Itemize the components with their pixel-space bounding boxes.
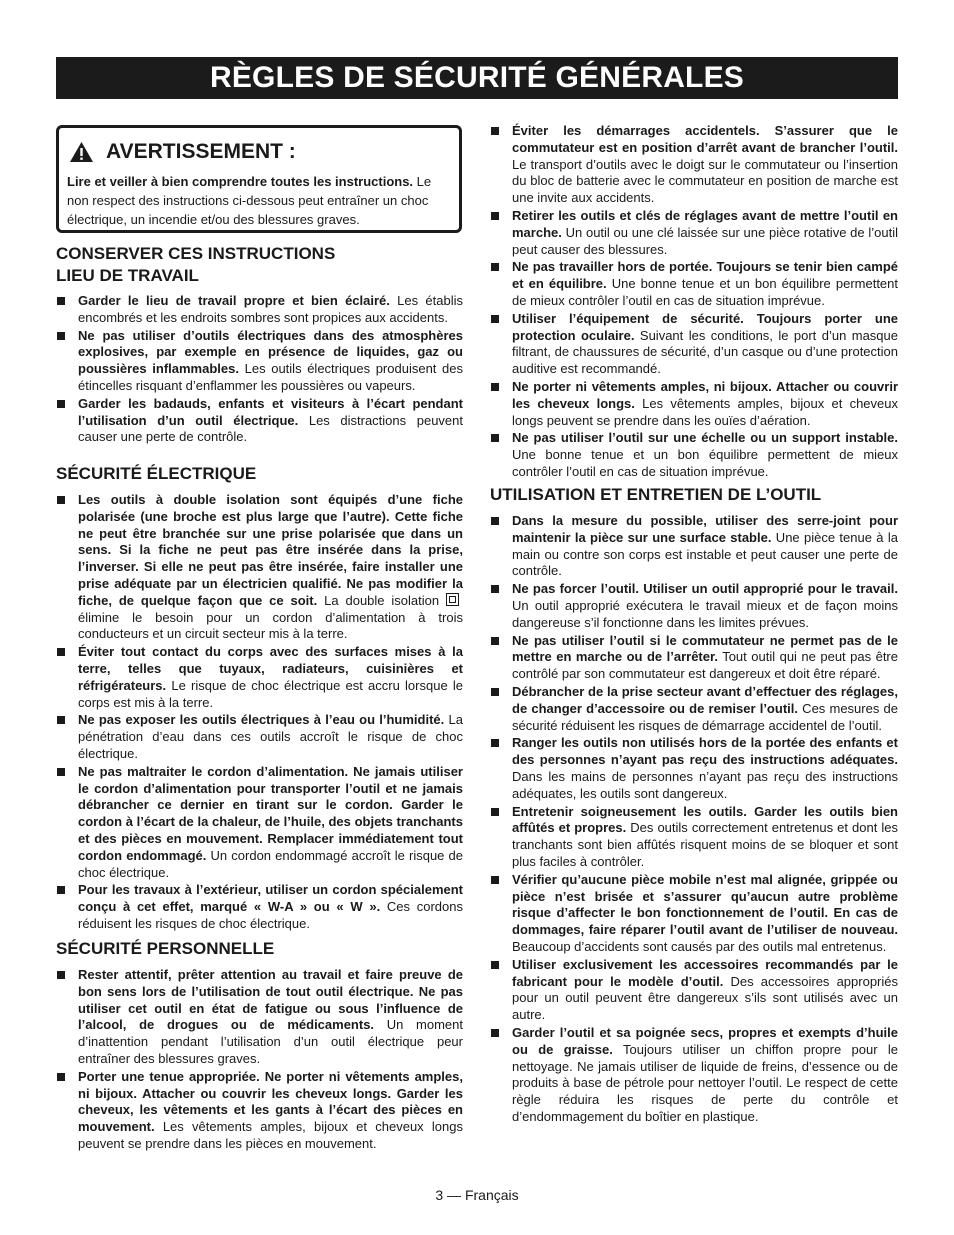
list-item: Garder le lieu de travail propre et bien éclairé. Les établis encombrés et les endroits sombres sont propices aux accidents.	[56, 293, 463, 327]
section-utilisation-entretien	[490, 484, 898, 1127]
list-item: Pour les travaux à l’extérieur, utiliser un cordon spécialement conçu à cet effet, marqué « W-A » ou « W ». Ces cordons réduisent les risques de choc électrique.	[56, 882, 463, 932]
warning-box	[56, 125, 462, 233]
heading-securite-electrique: SÉCURITÉ ÉLECTRIQUE	[56, 464, 257, 483]
list-item: Débrancher de la prise secteur avant d’effectuer des réglages, de changer d’accessoire ou de remiser l’outil. Ces mesures de sécurité réduisent les risques de démarrage accidentel de l’outil.	[490, 684, 898, 734]
list-lieu-de-travail	[56, 293, 463, 446]
list-securite-personnelle	[56, 967, 463, 1153]
list-item: Les outils à double isolation sont équipés d’une fiche polarisée (une broche est plus large que l’autre). Cette fiche ne peut être branchée sur une prise polarisée que dans un sens. Si la fiche ne peut pas être insérée dans la prise, l’inverser. Si elle ne peut pas être insérée, faire installer une prise adéquate par un électricien qualifié. Ne pas modifier la fiche, de quelque façon que ce soit. La double isolation élimine le besoin pour un cordon d’alimentation à trois conducteurs et un circuit secteur mis à la terre.	[56, 492, 463, 643]
double-insulation-icon	[446, 593, 459, 606]
page-title-banner: RÈGLES DE SÉCURITÉ GÉNÉRALES	[56, 57, 898, 99]
list-item: Éviter tout contact du corps avec des surfaces mises à la terre, telles que tuyaux, radiateurs, cuisinières et réfrigérateurs. Le risque de choc électrique est accru lorsque le corps est mis à la terre.	[56, 644, 463, 711]
list-item: Utiliser l’équipement de sécurité. Toujours porter une protection oculaire. Suivant les conditions, le port d’un masque filtrant, de chaussures de sécurité, d’un casque ou d’une protection auditive est recommandé.	[490, 311, 898, 378]
heading-conserver: CONSERVER CES INSTRUCTIONS	[56, 244, 336, 263]
list-item: Ranger les outils non utilisés hors de la portée des enfants et des personnes n’ayant pas reçu des instructions adéquates. Dans les mains de personnes n’ayant pas reçu des instructions adéquates, les outils sont dangereux.	[490, 735, 898, 802]
list-item: Garder l’outil et sa poignée secs, propres et exempts d’huile ou de graisse. Toujours utiliser un chiffon propre pour le nettoyage. Ne jamais utiliser de liquide de freins, d’essence ou de produits à base de pétrole pour nettoyer l’outil. Le respect de cette règle réduira les risques de perte du contrôle et d’endommagement du boîtier en plastique.	[490, 1025, 898, 1126]
list-item: Porter une tenue appropriée. Ne porter ni vêtements amples, ni bijoux. Attacher ou couvrir les cheveux longs. Garder les cheveux, les vêtements et les gants à l’écart des pièces en mouvement. Les vêtements amples, bijoux et cheveux longs peuvent se prendre dans les pièces en mouvement.	[56, 1069, 463, 1153]
section-securite-electrique	[56, 463, 463, 934]
list-item: Ne porter ni vêtements amples, ni bijoux. Attacher ou couvrir les cheveux longs. Les vêtements amples, bijoux et cheveux longs peuvent se prendre dans les ouïes d’aération.	[490, 379, 898, 429]
warning-triangle-icon	[69, 141, 94, 163]
warning-header	[69, 138, 296, 166]
list-right-top	[490, 123, 898, 481]
list-item: Ne pas utiliser d’outils électriques dans des atmosphères explosives, par exemple en présence de liquides, gaz ou poussières inflammables. Les outils électriques produisent des étincelles risquant d’enflammer les poussières ou vapeurs.	[56, 328, 463, 395]
list-utilisation-entretien	[490, 513, 898, 1126]
list-securite-electrique	[56, 492, 463, 933]
heading-utilisation-entretien: UTILISATION ET ENTRETIEN DE L’OUTIL	[490, 485, 822, 504]
section-securite-personnelle	[56, 938, 463, 1154]
section-right-top	[490, 123, 898, 482]
list-item: Rester attentif, prêter attention au travail et faire preuve de bon sens lors de l’utilisation de tout outil électrique. Ne pas utiliser cet outil en état de fatigue ou sous l’influence de l’alcool, de drogues ou de médicaments. Un moment d’inattention pendant l’utilisation d’un outil électrique peur entraîner des blessures graves.	[56, 967, 463, 1068]
list-item: Ne pas maltraiter le cordon d’alimentation. Ne jamais utiliser le cordon d’alimentation pour transporter l’outil et ne jamais débrancher ce dernier en tirant sur le cordon. Garder le cordon à l’écart de la chaleur, de l’huile, des objets tranchants et des pièces en mouvement. Remplacer immédiatement tout cordon endommagé. Un cordon endommagé accroît le risque de choc électrique.	[56, 764, 463, 882]
list-item: Ne pas exposer les outils électriques à l’eau ou l’humidité. La pénétration d’eau dans ces outils accroît le risque de choc électrique.	[56, 712, 463, 762]
list-item: Dans la mesure du possible, utiliser des serre-joint pour maintenir la pièce sur une surface stable. Une pièce tenue à la main ou contre son corps est instable et peut causer une perte de contrôle.	[490, 513, 898, 580]
list-item: Vérifier qu’aucune pièce mobile n’est mal alignée, grippée ou pièce n’est brisée et s’assurer qu’aucun autre problème risque d’affecter le bon fonctionnement de l’outil. En cas de dommages, faire réparer l’outil avant de l’utiliser de nouveau. Beaucoup d’accidents sont causés par des outils mal entretenus.	[490, 872, 898, 956]
list-item: Ne pas forcer l’outil. Utiliser un outil approprié pour le travail. Un outil approprié exécutera le travail mieux et de façon moins dangereuse s’il fonctionne dans les limites prévues.	[490, 581, 898, 631]
list-item: Ne pas travailler hors de portée. Toujours se tenir bien campé et en équilibre. Une bonne tenue et un bon équilibre permettent de mieux contrôler l’outil en cas de situation imprévue.	[490, 259, 898, 309]
list-item: Ne pas utiliser l’outil sur une échelle ou un support instable. Une bonne tenue et un bon équilibre permettent de mieux contrôler l’outil en cas de situation imprévue.	[490, 430, 898, 480]
warning-text	[67, 172, 455, 229]
list-item: Utiliser exclusivement les accessoires recommandés par le fabricant pour le modèle d’outil. Des accessoires appropriés pour un outil peuvent être dangereux s’ils sont utilisés avec un autre.	[490, 957, 898, 1024]
list-item: Entretenir soigneusement les outils. Garder les outils bien affûtés et propres. Des outils correctement entretenus et dont les tranchants sont bien affûtés risquent moins de se bloquer et sont plus faciles à contrôler.	[490, 804, 898, 871]
list-item: Ne pas utiliser l’outil si le commutateur ne permet pas de le mettre en marche ou de l’arrêter. Tout outil qui ne peut pas être contrôlé par son commutateur est dangereux et doit être réparé.	[490, 633, 898, 683]
section-lieu-de-travail	[56, 243, 463, 447]
warning-title: AVERTISSEMENT :	[106, 140, 296, 163]
list-item: Éviter les démarrages accidentels. S’assurer que le commutateur est en position d’arrêt avant de brancher l’outil. Le transport d’outils avec le doigt sur le commutateur ou l’insertion du bloc de batterie avec le commutateur en position de marche est une invite aux accidents.	[490, 123, 898, 207]
warning-bold: Lire et veiller à bien comprendre toutes les instructions.	[67, 174, 414, 189]
heading-lieu-de-travail: LIEU DE TRAVAIL	[56, 266, 199, 285]
page-footer: 3 — Français	[435, 1187, 519, 1203]
list-item: Retirer les outils et clés de réglages avant de mettre l’outil en marche. Un outil ou une clé laissée sur une pièce rotative de l’outil peut causer des blessures.	[490, 208, 898, 258]
heading-securite-personnelle: SÉCURITÉ PERSONNELLE	[56, 939, 275, 958]
list-item: Garder les badauds, enfants et visiteurs à l’écart pendant l’utilisation d’un outil électrique. Les distractions peuvent causer une perte de contrôle.	[56, 396, 463, 446]
warning-body: Le non respect des instructions ci-dessous peut entraîner un choc électrique, un incendie et/ou des blessures graves.	[67, 174, 432, 227]
